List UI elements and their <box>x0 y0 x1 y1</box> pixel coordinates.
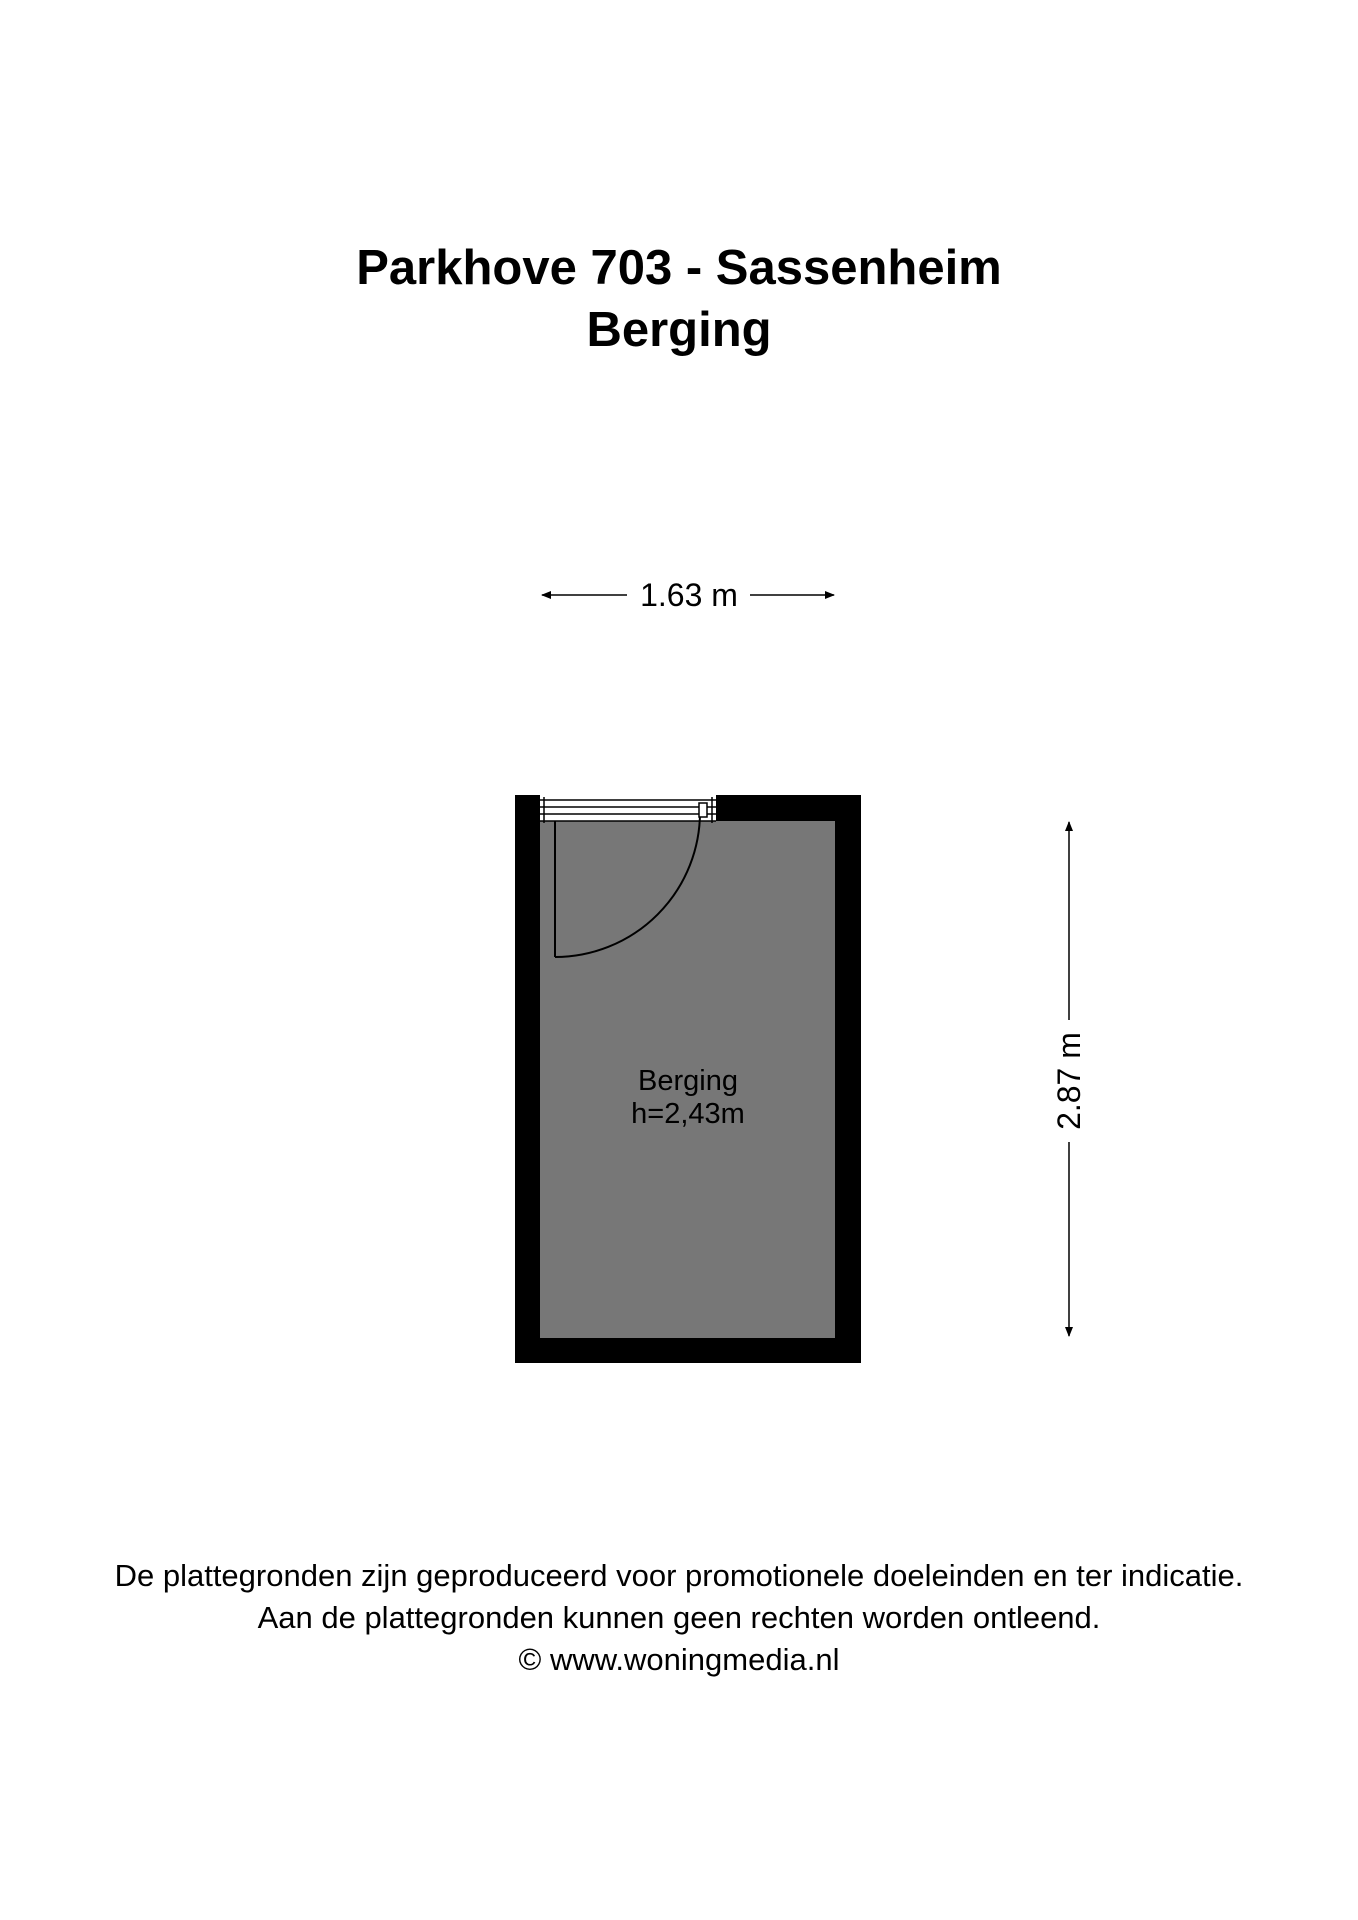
height-dimension <box>1051 822 1087 1336</box>
width-dimension-label: 1.63 m <box>640 577 738 613</box>
room-height-label: h=2,43m <box>631 1098 745 1130</box>
copyright-notice: © www.woningmedia.nl <box>518 1642 840 1677</box>
width-dimension <box>542 577 834 613</box>
disclaimer-line-2: Aan de plattegronden kunnen geen rechten worden ontleend. <box>257 1600 1101 1635</box>
page-title: Parkhove 703 - Sassenheim <box>356 241 1002 295</box>
room-name-label: Berging <box>638 1065 738 1097</box>
door-opening <box>540 795 716 821</box>
disclaimer-line-1: De plattegronden zijn geproduceerd voor promotionele doeleinden en ter indicatie. <box>114 1558 1244 1593</box>
floor-subtitle: Berging <box>586 303 772 357</box>
height-dimension-label: 2.87 m <box>1051 1032 1087 1130</box>
